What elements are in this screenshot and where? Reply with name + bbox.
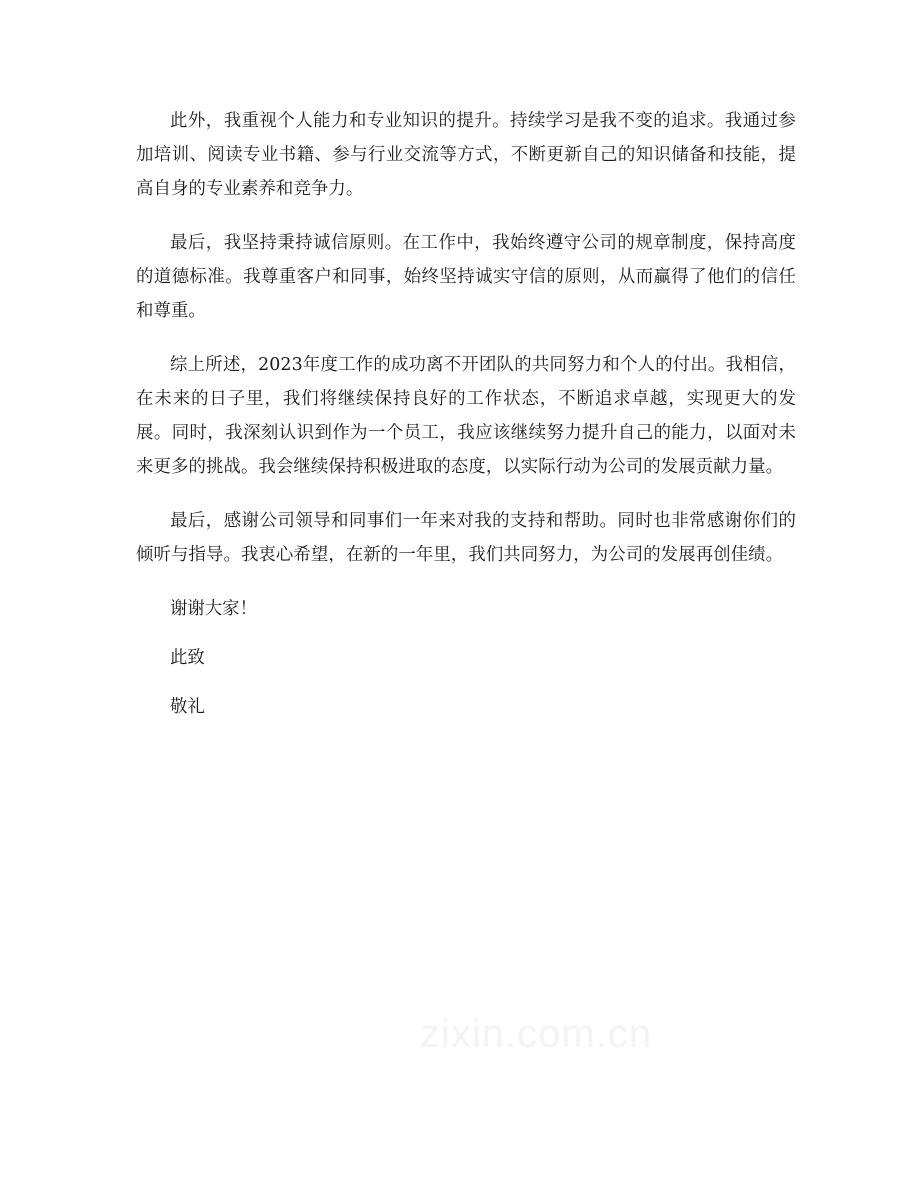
closing-salutation: 此致 [170, 648, 205, 668]
paragraph-integrity: 最后，我坚持秉持诚信原则。在工作中，我始终遵守公司的规章制度，保持高度的道德标准。我尊重客户和同事，始终坚持诚实守信的原则，从而赢得了他们的信任和尊重。 [136, 233, 796, 321]
paragraph-summary: 综上所述，2023年度工作的成功离不开团队的共同努力和个人的付出。我相信，在未来的日子里，我们将继续保持良好的工作状态，不断追求卓越，实现更大的发展。同时，我深刻认识到作为一个员工，我应该继续努力提升自己的能力，以面对未来更多的挑战。我会继续保持积极进取的态度，以实际行动为公司的发展贡献力量。 [136, 355, 796, 477]
closing-regards: 敬礼 [170, 697, 205, 717]
paragraph-self-improvement: 此外，我重视个人能力和专业知识的提升。持续学习是我不变的追求。我通过参加培训、阅读专业书籍、参与行业交流等方式，不断更新自己的知识储备和技能，提高自身的专业素养和竞争力。 [136, 111, 796, 199]
document-body [136, 104, 796, 739]
watermark: zixin.com.cn [420, 1012, 653, 1056]
closing-thanks: 谢谢大家！ [170, 599, 257, 619]
paragraph-thanks: 最后，感谢公司领导和同事们一年来对我的支持和帮助。同时也非常感谢你们的倾听与指导。我衷心希望，在新的一年里，我们共同努力，为公司的发展再创佳绩。 [136, 511, 796, 565]
